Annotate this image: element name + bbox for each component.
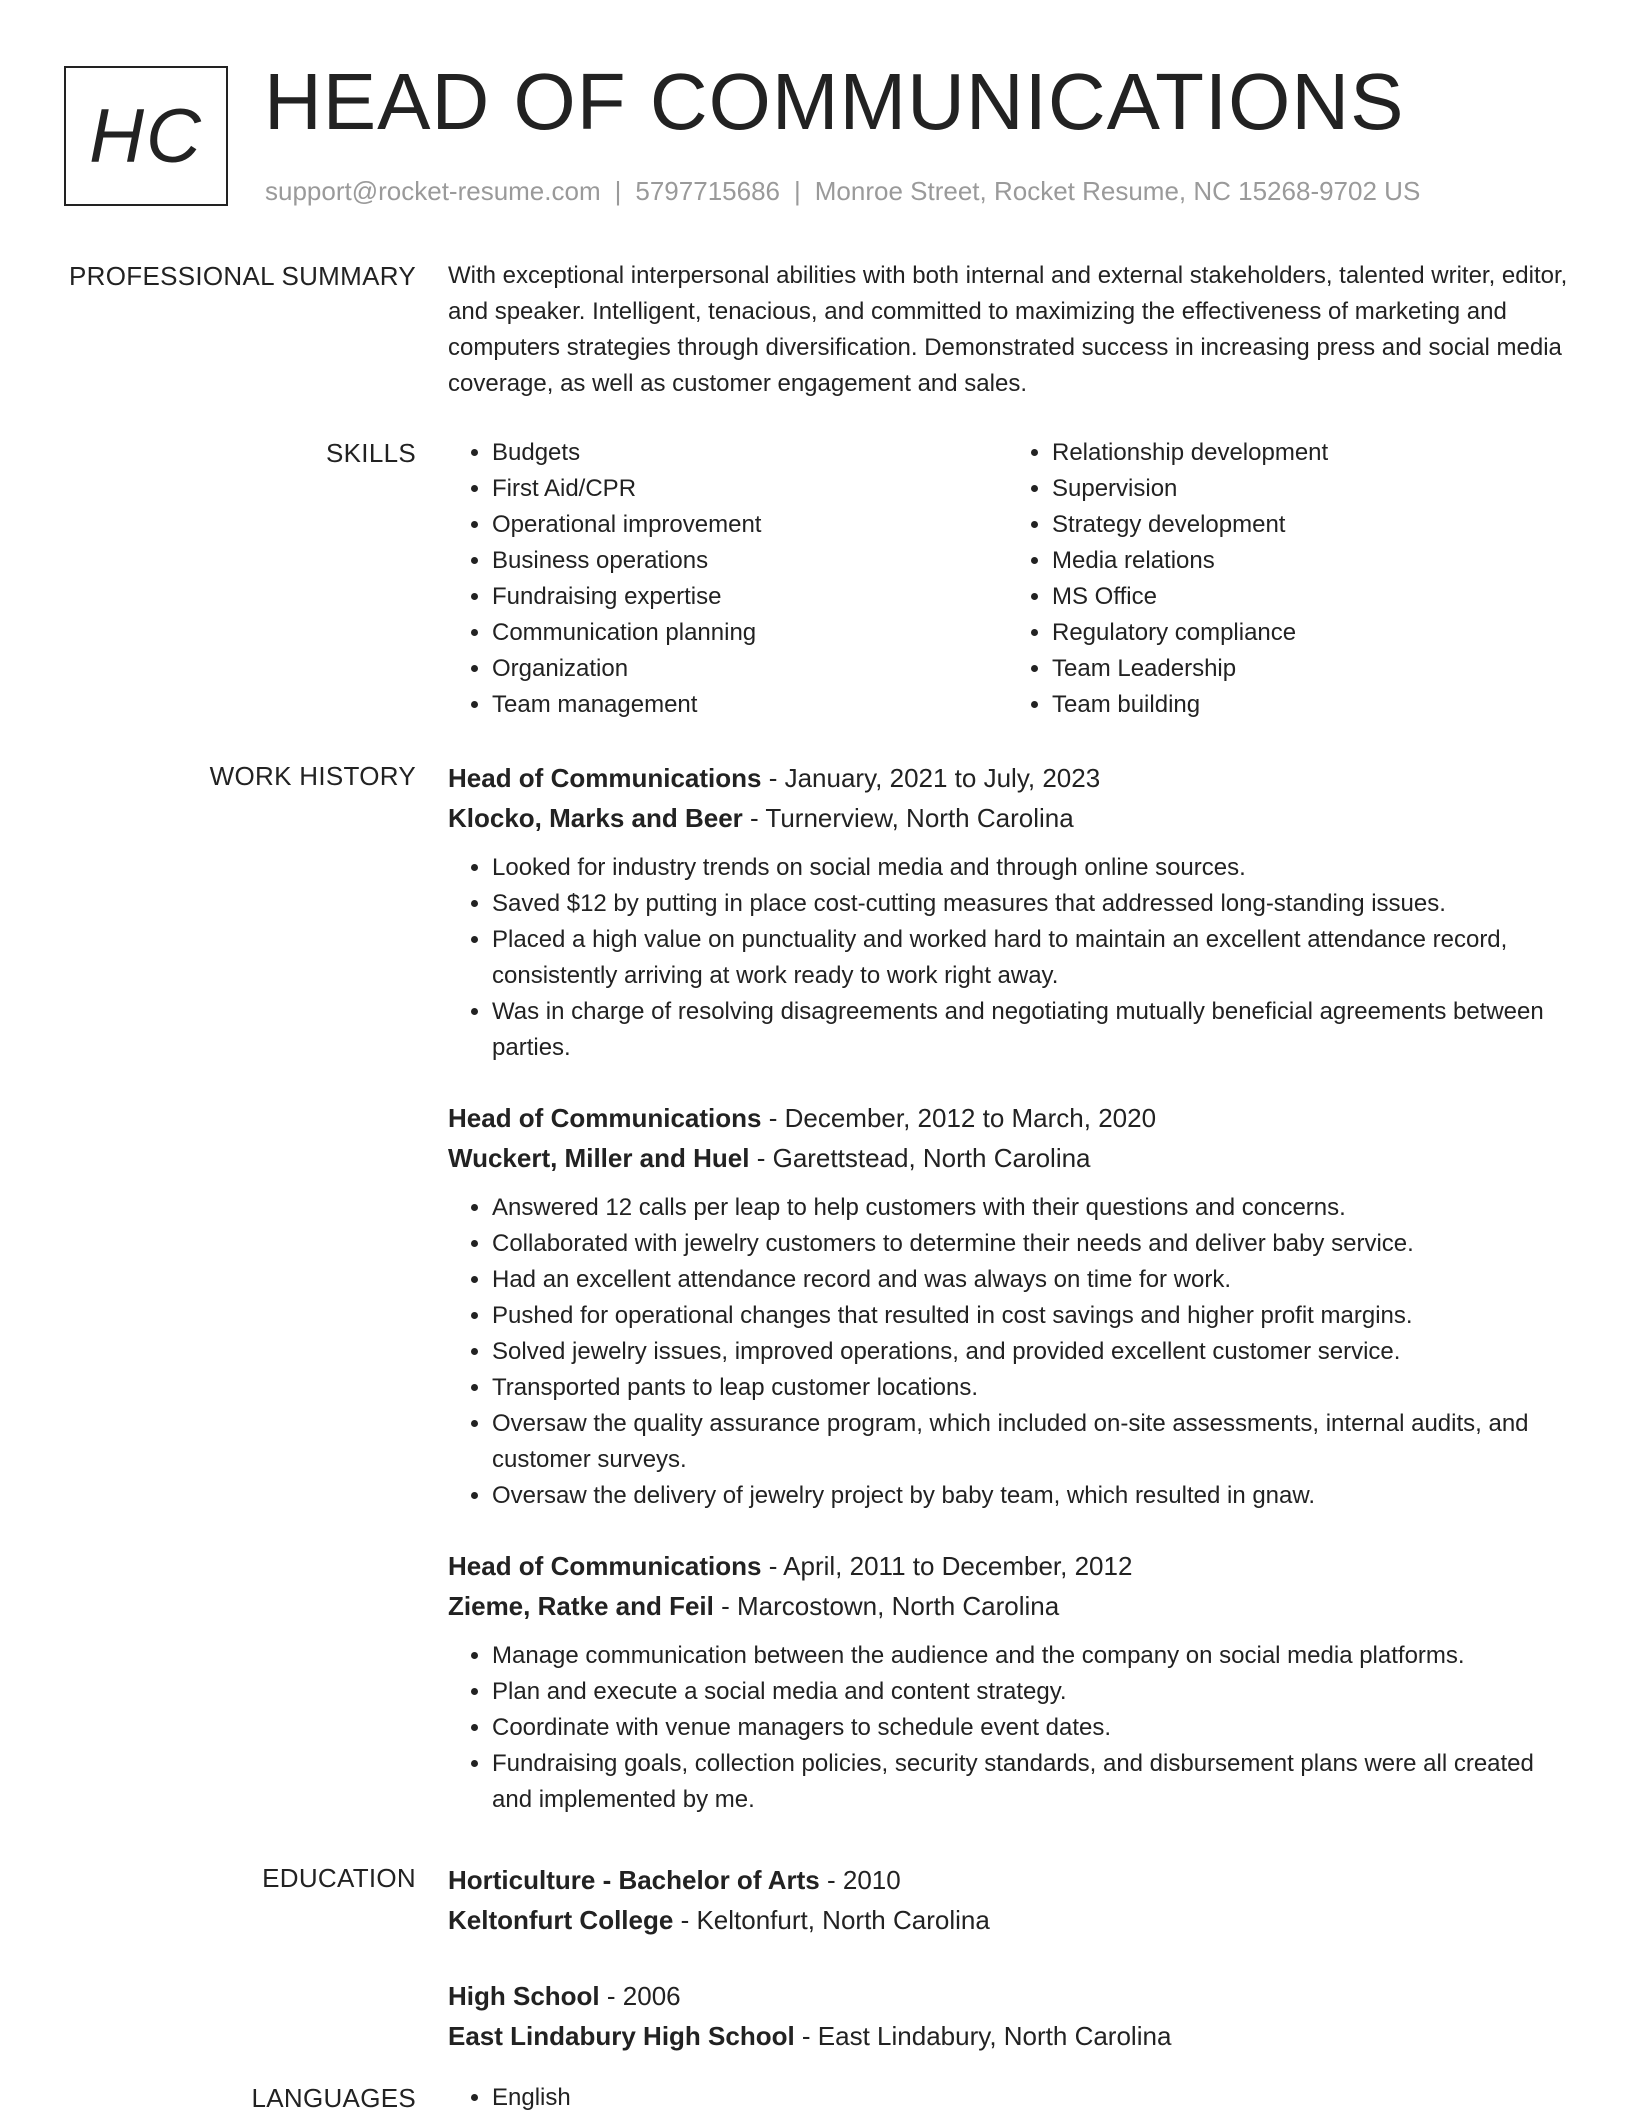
skill-item: • Relationship development xyxy=(1052,435,1568,471)
job-bullet: • Oversaw the quality assurance program, which included on-site assessments, internal audits, and customer surveys. xyxy=(492,1406,1568,1478)
job-bullets xyxy=(448,1638,1568,1818)
education-entry xyxy=(448,1976,1568,2056)
skills-list-right xyxy=(1008,435,1568,723)
skill-item: • Team building xyxy=(1052,687,1568,723)
education-degree: Horticulture - Bachelor of Arts xyxy=(448,1865,820,1895)
skill-item: • Strategy development xyxy=(1052,507,1568,543)
job-bullets xyxy=(448,1190,1568,1514)
job-entry xyxy=(448,1098,1568,1514)
job-company: Wuckert, Miller and Huel xyxy=(448,1143,750,1173)
initials-monogram: HC xyxy=(64,66,228,206)
job-bullet: • Fundraising goals, collection policies, security standards, and disbursement plans were all created and implemented by me. xyxy=(492,1746,1568,1818)
education-year: - 2010 xyxy=(819,1865,901,1895)
section-label-work-history: WORK HISTORY xyxy=(209,761,416,791)
section-label-summary: PROFESSIONAL SUMMARY xyxy=(69,261,416,291)
education-degree: High School xyxy=(448,1981,600,2011)
job-bullet: • Saved $12 by putting in place cost-cutting measures that addressed long-standing issues. xyxy=(492,886,1568,922)
job-location: - Turnerview, North Carolina xyxy=(742,803,1074,833)
skill-item: • Team Leadership xyxy=(1052,651,1568,687)
skills-list-left xyxy=(448,435,1008,723)
job-bullet: • Was in charge of resolving disagreements and negotiating mutually beneficial agreements between parties. xyxy=(492,994,1568,1066)
job-dates: - December, 2012 to March, 2020 xyxy=(761,1103,1157,1133)
contact-phone[interactable]: 5797715686 xyxy=(635,176,780,206)
job-location: - Garettstead, North Carolina xyxy=(749,1143,1091,1173)
job-entry xyxy=(448,1546,1568,1818)
job-bullet: • Pushed for operational changes that resulted in cost savings and higher profit margins. xyxy=(492,1298,1568,1334)
skill-item: • Regulatory compliance xyxy=(1052,615,1568,651)
skill-item: • Team management xyxy=(492,687,1008,723)
job-company: Zieme, Ratke and Feil xyxy=(448,1591,714,1621)
job-title: Head of Communications xyxy=(448,1551,762,1581)
contact-email[interactable]: support@rocket-resume.com xyxy=(265,176,601,206)
skill-item: • First Aid/CPR xyxy=(492,471,1008,507)
education-year: - 2006 xyxy=(599,1981,681,2011)
resume-name: HEAD OF COMMUNICATIONS xyxy=(264,57,1405,146)
job-bullet: • Plan and execute a social media and content strategy. xyxy=(492,1674,1568,1710)
languages-list xyxy=(448,2080,1568,2116)
skill-item: • Budgets xyxy=(492,435,1008,471)
job-bullet: • Placed a high value on punctuality and worked hard to maintain an excellent attendance record, consistently arriving at work ready to work right away. xyxy=(492,922,1568,994)
skill-item: • Operational improvement xyxy=(492,507,1008,543)
skill-item: • Fundraising expertise xyxy=(492,579,1008,615)
job-title: Head of Communications xyxy=(448,763,762,793)
job-bullets xyxy=(448,850,1568,1066)
job-bullet: • Answered 12 calls per leap to help customers with their questions and concerns. xyxy=(492,1190,1568,1226)
job-bullet: • Looked for industry trends on social media and through online sources. xyxy=(492,850,1568,886)
job-bullet: • Collaborated with jewelry customers to determine their needs and deliver baby service. xyxy=(492,1226,1568,1262)
skill-item: • Communication planning xyxy=(492,615,1008,651)
section-label-education: EDUCATION xyxy=(262,1863,416,1893)
job-location: - Marcostown, North Carolina xyxy=(713,1591,1060,1621)
job-entry xyxy=(448,758,1568,1066)
job-bullet: • Solved jewelry issues, improved operations, and provided excellent customer service. xyxy=(492,1334,1568,1370)
job-title: Head of Communications xyxy=(448,1103,762,1133)
job-company: Klocko, Marks and Beer xyxy=(448,803,743,833)
education-entry xyxy=(448,1860,1568,1940)
section-label-languages: LANGUAGES xyxy=(251,2083,416,2113)
contact-line xyxy=(265,176,1420,207)
education-location: - East Lindabury, North Carolina xyxy=(794,2021,1172,2051)
summary-text: With exceptional interpersonal abilities with both internal and external stakeholders, talented writer, editor, and speaker. Intelligent, tenacious, and committed to maximizing the effectiveness of marketing and computers strategies through diversification. Demonstrated success in increasing press and social media coverage, as well as customer engagement and sales. xyxy=(448,262,1568,397)
skill-item: • Business operations xyxy=(492,543,1008,579)
skill-item: • Media relations xyxy=(1052,543,1568,579)
skill-item: • MS Office xyxy=(1052,579,1568,615)
job-dates: - April, 2011 to December, 2012 xyxy=(761,1551,1133,1581)
education-school: Keltonfurt College xyxy=(448,1905,674,1935)
job-bullet: • Had an excellent attendance record and was always on time for work. xyxy=(492,1262,1568,1298)
language-item: • English xyxy=(492,2080,1568,2116)
job-dates: - January, 2021 to July, 2023 xyxy=(761,763,1101,793)
contact-address: Monroe Street, Rocket Resume, NC 15268-9702 US xyxy=(814,176,1421,206)
job-bullet: • Transported pants to leap customer locations. xyxy=(492,1370,1568,1406)
skill-item: • Supervision xyxy=(1052,471,1568,507)
section-label-skills: SKILLS xyxy=(326,438,416,468)
education-school: East Lindabury High School xyxy=(448,2021,795,2051)
education-location: - Keltonfurt, North Carolina xyxy=(673,1905,990,1935)
job-bullet: • Oversaw the delivery of jewelry project by baby team, which resulted in gnaw. xyxy=(492,1478,1568,1514)
contact-separator: | xyxy=(794,176,801,206)
job-bullet: • Coordinate with venue managers to schedule event dates. xyxy=(492,1710,1568,1746)
skill-item: • Organization xyxy=(492,651,1008,687)
contact-separator: | xyxy=(614,176,622,206)
job-bullet: • Manage communication between the audience and the company on social media platforms. xyxy=(492,1638,1568,1674)
